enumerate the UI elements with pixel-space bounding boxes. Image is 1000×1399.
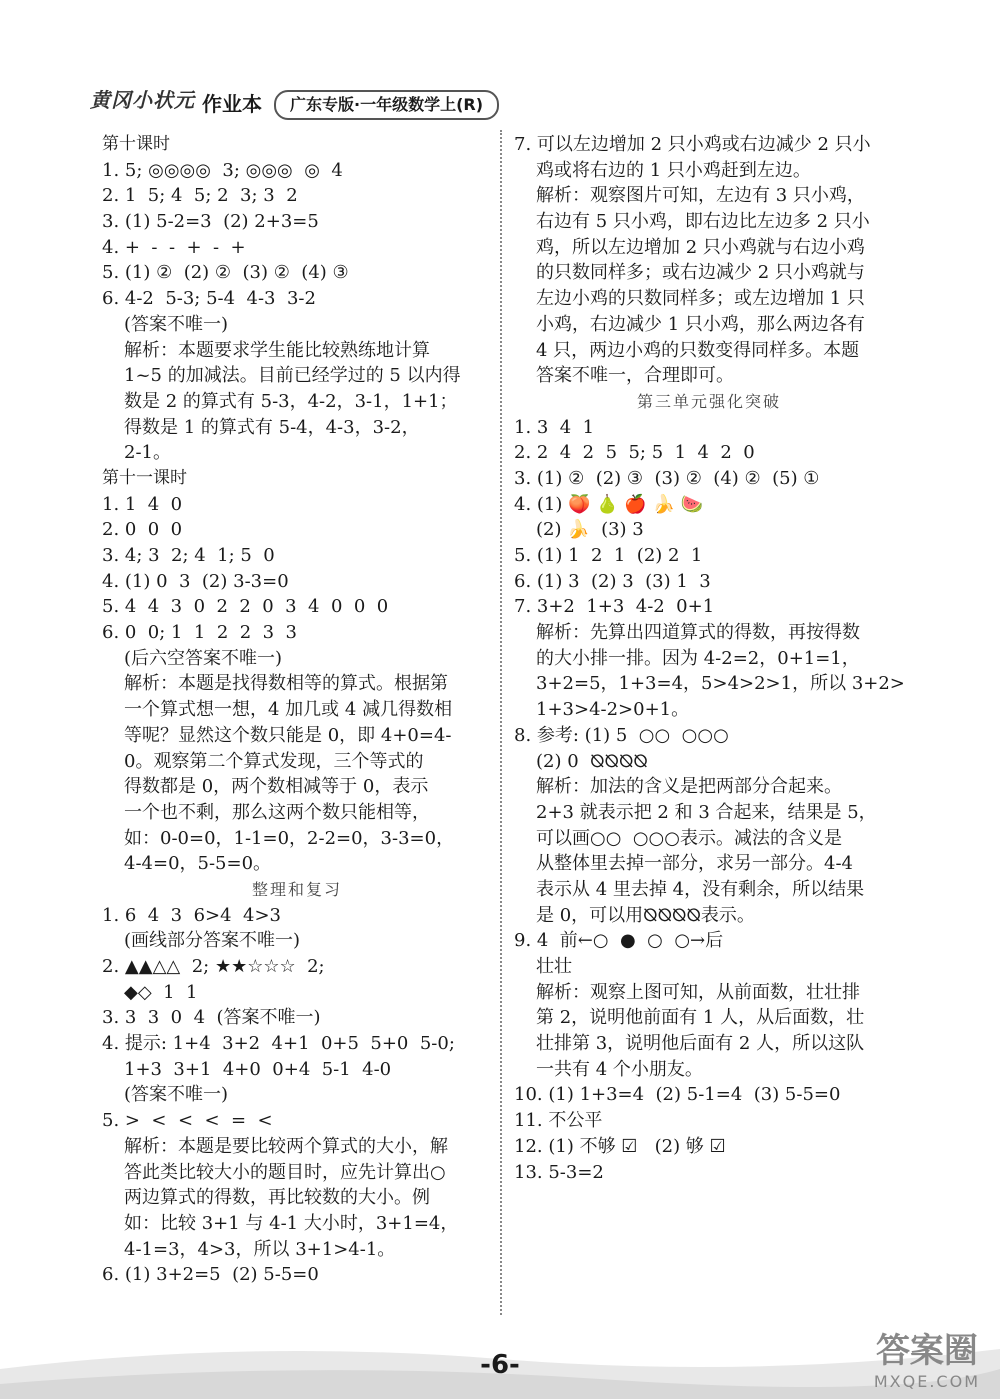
page-number: -6- bbox=[480, 1350, 520, 1380]
answer-line: 6. (1) 3 (2) 3 (3) 1 3 bbox=[514, 570, 711, 592]
answer-line: 2. 2 4 2 5 5; 5 1 4 2 0 bbox=[514, 442, 755, 464]
answer-line: 解析：本题是要比较两个算式的大小，解 bbox=[124, 1135, 448, 1157]
answer-line: 鸡或将右边的 1 只小鸡赶到左边。 bbox=[536, 159, 811, 181]
answer-line: 壮排第 3，说明他后面有 2 人，所以这队 bbox=[536, 1033, 865, 1055]
answer-line: 从整体里去掉一部分，求另一部分。4-4 bbox=[536, 853, 853, 875]
answer-line: 得数是 1 的算式有 5-4，4-3，3-2， bbox=[124, 416, 420, 438]
brand-logo: 黄冈小状元 bbox=[90, 88, 195, 112]
answer-line: 2. 0 0 0 bbox=[102, 519, 183, 541]
answer-line: 数是 2 的算式有 5-3，4-2，3-1，1+1； bbox=[124, 390, 458, 412]
answer-line: 解析：加法的含义是把两部分合起来。 bbox=[536, 776, 842, 798]
answer-line: 壮壮 bbox=[536, 956, 572, 977]
left-column bbox=[102, 132, 492, 1288]
answer-line: 13. 5-3=2 bbox=[514, 1161, 604, 1183]
answer-line: ◆◇ 1 1 bbox=[124, 981, 198, 1003]
answer-line: 9. 4 前←○ ● ○ ○→后 bbox=[514, 930, 724, 952]
answer-line: 6. 0 0; 1 1 2 2 3 3 bbox=[102, 622, 297, 644]
answer-line: 左边小鸡的只数同样多；或左边增加 1 只 bbox=[536, 288, 865, 310]
answer-line: 两边算式的得数，再比较数的大小。例 bbox=[124, 1187, 430, 1209]
watermark-logo bbox=[874, 1323, 980, 1391]
answer-line: 7. 可以左边增加 2 只小鸡或右边减少 2 只小 bbox=[514, 134, 871, 155]
section-heading: 第三单元强化突破 bbox=[636, 391, 781, 411]
answer-line: 解析：本题是找得数相等的算式。根据第 bbox=[124, 673, 448, 695]
answer-line: 4-4=0，5-5=0。 bbox=[124, 853, 272, 875]
answer-line: 小鸡，右边减少 1 只小鸡，那么两边各有 bbox=[536, 313, 865, 335]
answer-line: 6. 4-2 5-3; 5-4 4-3 3-2 bbox=[102, 288, 316, 310]
answer-line: 解析：本题要求学生能比较熟练地计算 bbox=[124, 339, 430, 361]
answer-line: 1+3>4-2>0+1。 bbox=[536, 699, 690, 721]
answer-line: 3. 3 3 0 4 (答案不唯一) bbox=[102, 1007, 321, 1029]
answer-line: 5. (1) ② (2) ② (3) ② (4) ③ bbox=[102, 262, 349, 284]
edition-badge: 广东专版·一年级数学上(R) bbox=[274, 90, 499, 120]
answer-line: 1. 5; ◎◎◎◎ 3; ◎◎◎ ◎ 4 bbox=[102, 159, 343, 181]
answer-line: (答案不唯一) bbox=[124, 313, 229, 335]
answer-line: 答案不唯一，合理即可。 bbox=[536, 365, 734, 387]
answer-line: (后六空答案不唯一) bbox=[124, 647, 283, 669]
answer-line: 4. 提示: 1+4 3+2 4+1 0+5 5+0 5-0; bbox=[102, 1033, 455, 1055]
answer-line: 1+3 3+1 4+0 0+4 5-1 4-0 bbox=[124, 1058, 392, 1080]
answer-line: 一个算式想一想，4 加几或 4 减几得数相 bbox=[124, 699, 453, 721]
answer-line: 可以画○○ ○○○表示。减法的含义是 bbox=[536, 827, 842, 849]
answer-line: 解析：先算出四道算式的得数，再按得数 bbox=[536, 622, 860, 644]
watermark-logo-text: 答案圈 bbox=[875, 1331, 978, 1371]
answer-line: 1. 1 4 0 bbox=[102, 493, 183, 515]
column-divider bbox=[500, 130, 502, 1315]
answer-line: 4 只，两边小鸡的只数变得同样多。本题 bbox=[536, 339, 860, 361]
answer-line: (2) 🍌 (3) 3 bbox=[536, 519, 644, 541]
answer-line: 2+3 就表示把 2 和 3 合起来，结果是 5， bbox=[536, 801, 877, 823]
answer-line: 如：比较 3+1 与 4-1 大小时，3+1=4， bbox=[124, 1212, 459, 1234]
answer-line: 4. (1) 0 3 (2) 3-3=0 bbox=[102, 570, 289, 592]
answer-line: (答案不唯一) bbox=[124, 1084, 229, 1106]
answer-line: 4. + - - + - + bbox=[102, 236, 246, 258]
answer-line: 3. 4; 3 2; 4 1; 5 0 bbox=[102, 545, 275, 566]
answer-line: 3+2=5，1+3=4，5>4>2>1，所以 3+2> bbox=[536, 673, 905, 695]
answer-line: 解析：观察图片可知，左边有 3 只小鸡， bbox=[536, 185, 865, 207]
answer-line: 0。观察第二个算式发现，三个等式的 bbox=[124, 750, 424, 772]
answer-line: 1. 6 4 3 6>4 4>3 bbox=[102, 904, 281, 926]
answer-line: 2. ▲▲△△ 2; ★★☆☆☆ 2; bbox=[102, 956, 325, 977]
answer-line: 的只数同样多；或右边减少 2 只小鸡就与 bbox=[536, 262, 865, 284]
answer-line: 是 0，可以用⦰⦰⦰⦰表示。 bbox=[536, 904, 755, 926]
answer-line: 的大小排一排。因为 4-2=2，0+1=1， bbox=[536, 647, 860, 669]
answer-line: 8. 参考: (1) 5 ○○ ○○○ bbox=[514, 724, 729, 746]
answer-line: 2. 1 5; 4 5; 2 3; 3 2 bbox=[102, 185, 298, 207]
answer-line: 解析：观察上图可知，从前面数，壮壮排 bbox=[536, 981, 860, 1003]
answer-line: 一个也不剩，那么这两个数只能相等， bbox=[124, 801, 430, 823]
answer-line: 4. (1) 🍑 🍐 🍎 🍌 🍉 bbox=[514, 493, 704, 515]
answer-line: (画线部分答案不唯一) bbox=[124, 930, 301, 952]
workbook-label: 作业本 bbox=[202, 92, 262, 116]
answer-line: 2-1。 bbox=[124, 442, 171, 464]
watermark-site: MXQE.COM bbox=[873, 1372, 980, 1391]
answer-line: (2) 0 ⦰⦰⦰⦰ bbox=[536, 750, 648, 772]
answer-line: 3. (1) 5-2=3 (2) 2+3=5 bbox=[102, 211, 319, 233]
answer-line: 4-1=3，4>3，所以 3+1>4-1。 bbox=[124, 1238, 396, 1260]
right-column bbox=[514, 132, 904, 1185]
answer-line: 鸡，所以左边增加 2 只小鸡就与右边小鸡 bbox=[536, 236, 865, 258]
page-header bbox=[90, 84, 530, 120]
answer-line: 右边有 5 只小鸡，即右边比左边多 2 只小 bbox=[536, 211, 870, 233]
answer-line: 11. 不公平 bbox=[514, 1110, 603, 1132]
answer-line: 1~5 的加减法。目前已经学过的 5 以内得 bbox=[124, 365, 461, 387]
answer-line: 5. 4 4 3 0 2 2 0 3 4 0 0 0 bbox=[102, 596, 389, 618]
answer-line: 7. 3+2 1+3 4-2 0+1 bbox=[514, 596, 715, 618]
answer-line: 6. (1) 3+2=5 (2) 5-5=0 bbox=[102, 1264, 319, 1286]
answer-line: 等呢？显然这个数只能是 0，即 4+0=4- bbox=[124, 724, 452, 746]
answer-line: 表示从 4 里去掉 4，没有剩余，所以结果 bbox=[536, 878, 865, 900]
answer-line: 12. (1) 不够 ☑ (2) 够 ☑ bbox=[514, 1135, 726, 1157]
answer-line: 得数都是 0，两个数相减等于 0，表示 bbox=[124, 776, 429, 798]
answer-line: 第 2，说明他前面有 1 人，从后面数，壮 bbox=[536, 1007, 865, 1029]
section-heading: 整理和复习 bbox=[251, 879, 342, 899]
answer-line: 如：0-0=0，1-1=0，2-2=0，3-3=0， bbox=[124, 827, 455, 849]
section-heading: 第十一课时 bbox=[102, 467, 187, 488]
answer-line: 5. (1) 1 2 1 (2) 2 1 bbox=[514, 545, 703, 566]
answer-line: 答此类比较大小的题目时，应先计算出○ bbox=[124, 1161, 446, 1183]
section-heading: 第十课时 bbox=[102, 134, 170, 154]
answer-line: 10. (1) 1+3=4 (2) 5-1=4 (3) 5-5=0 bbox=[514, 1084, 841, 1106]
answer-line: 1. 3 4 1 bbox=[514, 416, 595, 438]
answer-line: 3. (1) ② (2) ③ (3) ② (4) ② (5) ① bbox=[514, 467, 820, 489]
answer-line: 一共有 4 个小朋友。 bbox=[536, 1058, 703, 1080]
answer-line: 5. > < < < = < bbox=[102, 1110, 273, 1132]
